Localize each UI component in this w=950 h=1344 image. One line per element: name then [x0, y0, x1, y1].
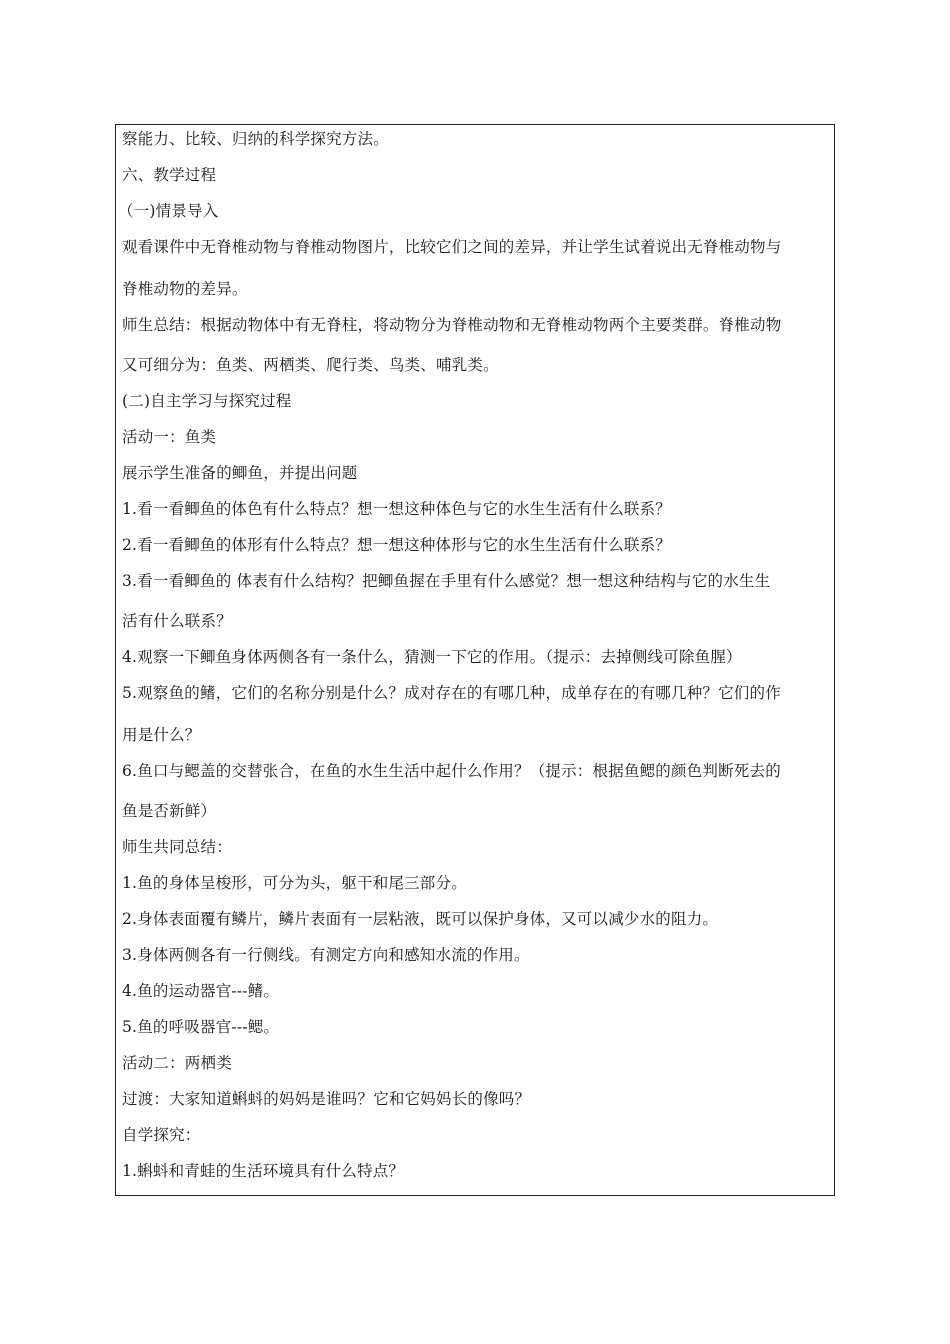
- subsection-heading: （一)情景导入: [118, 202, 219, 220]
- text-line: 用是什么？: [122, 726, 201, 744]
- list-item: 3.身体两侧各有一行侧线。有测定方向和感知水流的作用。: [122, 946, 530, 964]
- text-line: 自学探究：: [122, 1126, 201, 1144]
- activity-heading: 活动一：鱼类: [122, 428, 217, 446]
- list-item: 4.鱼的运动器官---鳍。: [122, 982, 280, 1000]
- list-item: 1.看一看鲫鱼的体色有什么特点？想一想这种体色与它的水生生活有什么联系？: [122, 500, 671, 518]
- text-line: 活有什么联系？: [122, 612, 232, 630]
- list-item: 6.鱼口与鳃盖的交替张合，在鱼的水生生活中起什么作用？（提示：根据鱼鳃的颜色判断死去的: [122, 762, 781, 780]
- list-item: 5.观察鱼的鳍，它们的名称分别是什么？成对存在的有哪几种，成单存在的有哪几种？它们的作: [122, 684, 781, 702]
- section-heading: 六、教学过程: [122, 166, 217, 184]
- list-item: 1.蝌蚪和青蛙的生活环境具有什么特点？: [122, 1162, 405, 1180]
- text-line: 又可细分为：鱼类、两栖类、爬行类、鸟类、哺乳类。: [122, 356, 499, 374]
- list-item: 3.看一看鲫鱼的 体表有什么结构？把鲫鱼握在手里有什么感觉？想一想这种结构与它的水生生: [122, 572, 771, 590]
- text-line: 脊椎动物的差异。: [122, 280, 248, 298]
- text-line: 展示学生准备的鲫鱼，并提出问题: [122, 464, 358, 482]
- text-line: 师生总结：根据动物体中有无脊柱，将动物分为脊椎动物和无脊椎动物两个主要类群。脊椎动物: [122, 316, 782, 334]
- text-line: 观看课件中无脊椎动物与脊椎动物图片，比较它们之间的差异，并让学生试着说出无脊椎动物与: [122, 238, 782, 256]
- list-item: 2.看一看鲫鱼的体形有什么特点？想一想这种体形与它的水生生活有什么联系？: [122, 536, 671, 554]
- text-line: 师生共同总结：: [122, 838, 232, 856]
- list-item: 4.观察一下鲫鱼身体两侧各有一条什么，猜测一下它的作用。（提示：去掉侧线可除鱼腥）: [122, 648, 742, 666]
- list-item: 1.鱼的身体呈梭形，可分为头，躯干和尾三部分。: [122, 874, 467, 892]
- subsection-heading: (二)自主学习与探究过程: [122, 392, 292, 410]
- text-line: 过渡：大家知道蝌蚪的妈妈是谁吗？它和它妈妈长的像吗？: [122, 1090, 531, 1108]
- list-item: 5.鱼的呼吸器官---鳃。: [122, 1018, 280, 1036]
- list-item: 2.身体表面覆有鳞片，鳞片表面有一层粘液，既可以保护身体，又可以减少水的阻力。: [122, 910, 719, 928]
- text-line: 鱼是否新鲜）: [122, 802, 217, 820]
- activity-heading: 活动二：两栖类: [122, 1054, 232, 1072]
- text-line: 察能力、比较、归纳的科学探究方法。: [122, 130, 389, 148]
